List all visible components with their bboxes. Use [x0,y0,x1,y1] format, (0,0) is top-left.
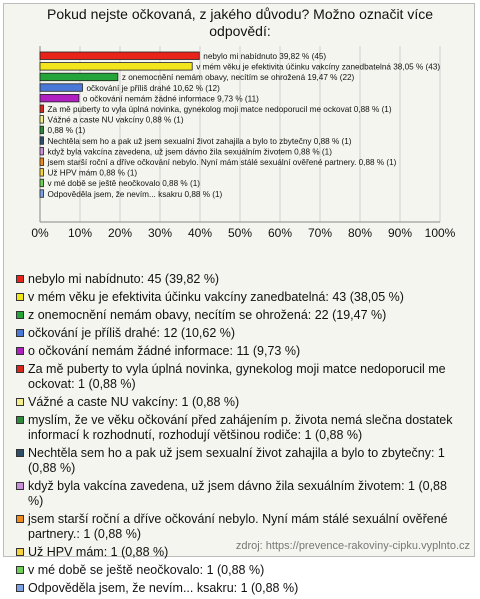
legend-item [16,512,458,542]
x-tick-label: 90% [387,226,413,240]
legend-item [16,446,458,476]
bar-label: o očkování nemám žádné informace 9,73 % (11) [82,94,259,104]
legend-swatch [16,566,24,574]
bar-label: 0,88 % (1) [47,126,86,136]
x-tick-label: 50% [227,226,253,240]
bar [40,169,44,177]
bar [40,105,44,113]
legend-swatch [16,548,24,556]
legend-swatch [16,311,24,319]
bar-label: očkování je příliš drahé 10,62 % (12) [86,83,220,93]
legend-swatch [16,515,24,523]
legend-item [16,563,458,578]
bar-label: Odpověděla jsem, že nevím... ksakru 0,88 % (1) [47,189,223,199]
bar [40,84,82,92]
legend-label: v mém věku je efektivita účinku vakcíny zanedbatelná: 43 (38,05 %) [28,290,404,304]
legend-label: Nechtěla sem ho a pak už jsem sexualní život zahajila a bylo to zbytečny: 1 (0,88 %) [28,446,445,475]
bar-label: v mé době se ještě neočkovalo 0,88 % (1) [47,179,200,189]
bar [40,158,44,166]
legend-label: jsem starší roční a dříve očkování nebylo. Nyní mám stálé sexuální ověřené partnery.: 1 (0,88 %) [28,512,448,541]
x-tick-label: 30% [147,226,173,240]
legend-swatch [16,329,24,337]
bar-label: Už HPV mám 0,88 % (1) [47,168,138,178]
legend-label: Už HPV mám: 1 (0,88 %) [28,545,169,559]
legend-label: Za mě puberty to vyla úplná novinka, gynekolog moji matce nedoporucil me ockovat: 1 (0,88 %) [28,362,446,391]
bar-label: Za mě puberty to vyla úplná novinka, gynekolog moji matce nedoporucil me ockovat 0,88 % (1) [47,105,392,114]
legend-label: Odpověděla jsem, že nevím... ksakru: 1 (0,88 %) [28,581,299,595]
legend-swatch [16,398,24,406]
legend-item [16,290,458,305]
legend-label: myslím, že ve věku očkování před zahájením p. života nemá slečna dostatek informací k rozhodnutí, rozhodují většinou rodiče: 1 (0,88 %) [28,413,453,442]
bar-label: Vážné a caste NU vakcíny 0,88 % (1) [47,115,184,125]
chart-title-line1: Pokud nejste očkovaná, z jakého důvodu? Možno označit více [46,6,434,22]
bar [40,137,44,145]
bar [40,52,199,60]
bar [40,179,44,187]
bar [40,116,44,124]
legend-label: Vážné a caste NU vakcíny: 1 (0,88 %) [28,395,240,409]
legend-item [16,344,458,359]
bar-label: nebylo mi nabídnuto 39,82 % (45) [203,52,327,61]
x-tick-label: 100% [424,226,456,240]
legend-item [16,479,458,509]
legend-item [16,413,458,443]
x-tick-label: 60% [267,226,293,240]
x-tick-label: 80% [347,226,373,240]
x-tick-label: 0% [31,226,49,240]
bar [40,147,44,155]
bar-label: když byla vakcína zavedena, už jsem dávno žila sexuálním životem 0,88 % (1) [47,147,332,157]
legend-label: v mé době se ještě neočkovalo: 1 (0,88 %) [28,563,265,577]
legend-item [16,272,458,287]
x-tick-label: 40% [187,226,213,240]
bar [40,94,79,102]
x-tick-label: 70% [307,226,333,240]
legend-item [16,326,458,341]
legend-label: z onemocnění nemám obavy, necítím se ohrožená: 22 (19,47 %) [28,308,387,322]
legend-label: nebylo mi nabídnuto: 45 (39,82 %) [28,272,220,286]
bar [40,63,192,71]
x-tick-label: 20% [107,226,133,240]
chart-title-line2: odpovědí: [209,23,271,39]
legend-item [16,581,458,596]
bar-label: jsem starší roční a dříve očkování nebylo. Nyní mám stálé sexuální ověřené partnery. 0,88 % (1) [47,158,397,167]
legend-swatch [16,293,24,301]
legend-label: když byla vakcína zavedena, už jsem dávno žila sexuálním životem: 1 (0,88 %) [28,479,447,508]
legend-swatch [16,482,24,490]
legend-swatch [16,347,24,355]
x-tick-label: 10% [67,226,93,240]
legend-label: očkování je příliš drahé: 12 (10,62 %) [28,326,236,340]
bar-label: z onemocnění nemám obavy, necítím se ohrožená 19,47 % (22) [121,73,355,83]
legend-label: o očkování nemám žádné informace: 11 (9,73 %) [28,344,301,358]
legend-swatch [16,275,24,283]
bar-label: v mém věku je efektivita účinku vakcíny zanedbatelná 38,05 % (43) [196,62,441,72]
legend-item [16,362,458,392]
legend-swatch [16,416,24,424]
legend-item [16,308,458,323]
legend-swatch [16,449,24,457]
bar [40,190,44,198]
legend-item [16,395,458,410]
bar [40,126,44,134]
legend-swatch [16,584,24,592]
bar-chart [0,0,480,270]
bar [40,73,118,81]
legend-swatch [16,365,24,373]
source-credit: zdroj: https://prevence-rakoviny-cipku.vyplnto.cz [235,540,470,552]
bar-label: Nechtěla sem ho a pak už jsem sexualní život zahajila a bylo to zbytečny 0,88 % (1) [47,136,352,146]
